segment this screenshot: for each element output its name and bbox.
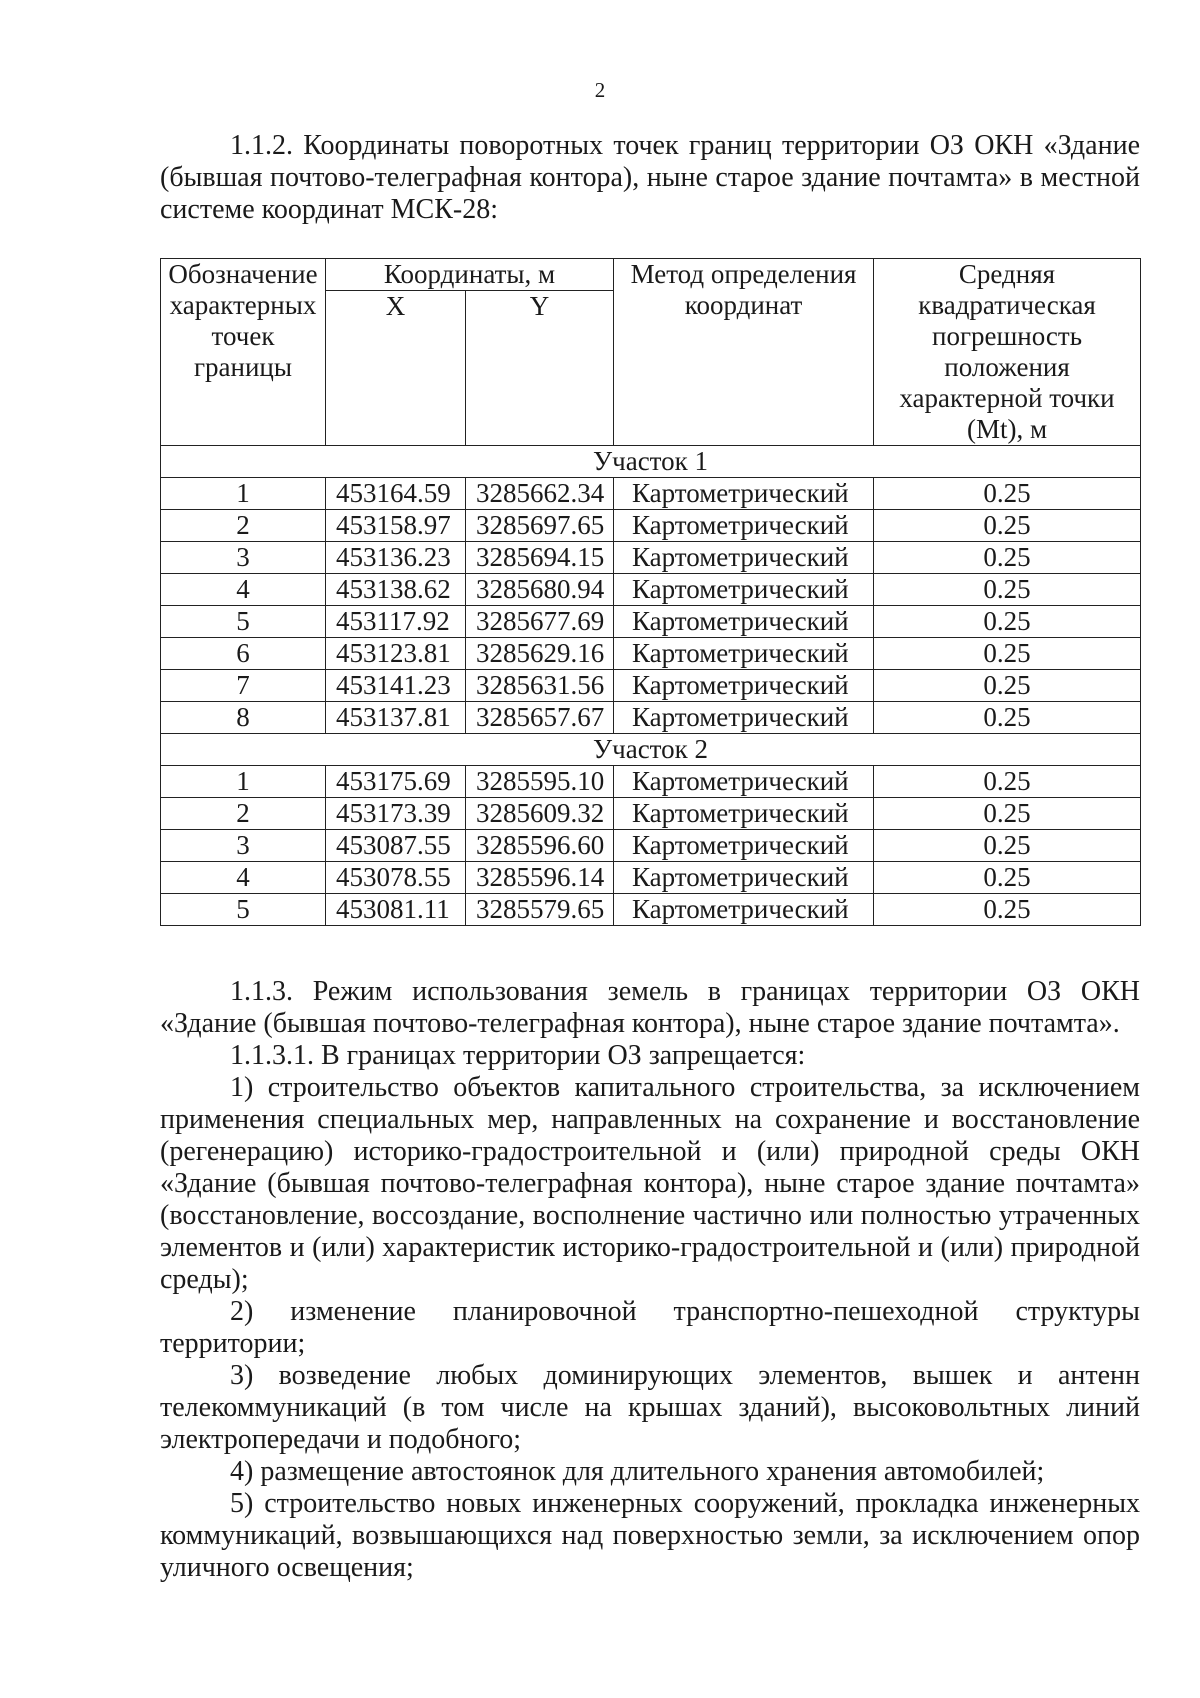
cell-method: Картометрический: [614, 894, 874, 926]
paragraph-1-1-3-1: [160, 1040, 1140, 1072]
paragraph-1-1-2-text: 1.1.2. Координаты поворотных точек границ территории ОЗ ОКН «Здание (бывшая почтово-телеграфная контора), ныне старое здание почтамта» в местной системе координат МСК-28:: [160, 130, 1140, 225]
paragraph-1-1-3: [160, 976, 1140, 1040]
table-row: [161, 606, 1141, 638]
section-title: Участок 2: [161, 734, 1141, 766]
header-designation: Обозначение характерных точек границы: [161, 259, 326, 446]
table-row: [161, 766, 1141, 798]
cell-point-number: 1: [161, 478, 326, 510]
table-row: [161, 478, 1141, 510]
table-row: [161, 894, 1141, 926]
cell-point-number: 6: [161, 638, 326, 670]
cell-x: 453087.55: [326, 830, 466, 862]
cell-error: 0.25: [874, 478, 1141, 510]
cell-x: 453173.39: [326, 798, 466, 830]
cell-point-number: 4: [161, 574, 326, 606]
cell-x: 453117.92: [326, 606, 466, 638]
table-row: [161, 510, 1141, 542]
header-coordinates: Координаты, м: [326, 259, 614, 291]
cell-point-number: 5: [161, 894, 326, 926]
table-row: [161, 702, 1141, 734]
list-item: [160, 1072, 1140, 1296]
cell-y: 3285697.65: [466, 510, 614, 542]
list-item-text: 5) строительство новых инженерных сооружений, прокладка инженерных коммуникаций, возвышающихся над поверхностью земли, за исключением опор уличного освещения;: [160, 1488, 1140, 1583]
cell-method: Картометрический: [614, 702, 874, 734]
cell-point-number: 5: [161, 606, 326, 638]
cell-x: 453078.55: [326, 862, 466, 894]
cell-error: 0.25: [874, 798, 1141, 830]
cell-method: Картометрический: [614, 830, 874, 862]
cell-y: 3285680.94: [466, 574, 614, 606]
cell-error: 0.25: [874, 638, 1141, 670]
cell-error: 0.25: [874, 894, 1141, 926]
cell-point-number: 4: [161, 862, 326, 894]
list-item: [160, 1456, 1140, 1488]
table-row: [161, 542, 1141, 574]
cell-error: 0.25: [874, 510, 1141, 542]
cell-method: Картометрический: [614, 606, 874, 638]
cell-x: 453138.62: [326, 574, 466, 606]
table-row: [161, 830, 1141, 862]
cell-method: Картометрический: [614, 862, 874, 894]
cell-point-number: 7: [161, 670, 326, 702]
cell-y: 3285579.65: [466, 894, 614, 926]
paragraph-1-1-3-1-text: 1.1.3.1. В границах территории ОЗ запрещается:: [230, 1040, 806, 1071]
cell-x: 453164.59: [326, 478, 466, 510]
paragraph-1-1-3-text: 1.1.3. Режим использования земель в границах территории ОЗ ОКН «Здание (бывшая почтово-телеграфная контора), ныне старое здание почтамта».: [160, 976, 1140, 1039]
header-x: X: [326, 291, 466, 446]
list-item-text: 1) строительство объектов капитального строительства, за исключением применения специальных мер, направленных на сохранение и восстановление (регенерацию) историко-градостроительной и (или) природной среды ОКН «Здание (бывшая почтово-телеграфная контора), ныне старое здание почтамта» (восстановление, воссоздание, восполнение частично или полностью утраченных элементов и (или) характеристик историко-градостроительной и (или) природной среды);: [160, 1072, 1140, 1295]
cell-method: Картометрический: [614, 766, 874, 798]
cell-error: 0.25: [874, 670, 1141, 702]
list-item-text: 2) изменение планировочной транспортно-пешеходной структуры территории;: [160, 1296, 1140, 1359]
cell-point-number: 8: [161, 702, 326, 734]
cell-y: 3285677.69: [466, 606, 614, 638]
coordinates-table: [160, 258, 1141, 926]
cell-y: 3285694.15: [466, 542, 614, 574]
cell-error: 0.25: [874, 542, 1141, 574]
section-title: Участок 1: [161, 446, 1141, 478]
cell-method: Картометрический: [614, 510, 874, 542]
table-row: [161, 798, 1141, 830]
cell-y: 3285609.32: [466, 798, 614, 830]
list-item: [160, 1488, 1140, 1584]
cell-error: 0.25: [874, 830, 1141, 862]
section-row: [161, 446, 1141, 478]
cell-y: 3285595.10: [466, 766, 614, 798]
paragraph-1-1-2: [160, 130, 1140, 226]
cell-method: Картометрический: [614, 638, 874, 670]
table-row: [161, 862, 1141, 894]
cell-point-number: 3: [161, 542, 326, 574]
page-number: 2: [594, 78, 606, 102]
section-row: [161, 734, 1141, 766]
cell-error: 0.25: [874, 766, 1141, 798]
header-method: Метод определения координат: [614, 259, 874, 446]
cell-y: 3285596.14: [466, 862, 614, 894]
cell-method: Картометрический: [614, 478, 874, 510]
cell-x: 453141.23: [326, 670, 466, 702]
header-y: Y: [466, 291, 614, 446]
cell-x: 453081.11: [326, 894, 466, 926]
cell-error: 0.25: [874, 574, 1141, 606]
cell-y: 3285662.34: [466, 478, 614, 510]
list-item-text: 4) размещение автостоянок для длительного хранения автомобилей;: [230, 1456, 1045, 1487]
table-body: [161, 446, 1141, 926]
cell-point-number: 2: [161, 798, 326, 830]
cell-method: Картометрический: [614, 542, 874, 574]
cell-x: 453158.97: [326, 510, 466, 542]
cell-y: 3285596.60: [466, 830, 614, 862]
cell-method: Картометрический: [614, 574, 874, 606]
cell-x: 453175.69: [326, 766, 466, 798]
cell-point-number: 2: [161, 510, 326, 542]
cell-method: Картометрический: [614, 798, 874, 830]
table-row: [161, 670, 1141, 702]
cell-error: 0.25: [874, 862, 1141, 894]
cell-error: 0.25: [874, 702, 1141, 734]
cell-x: 453137.81: [326, 702, 466, 734]
cell-point-number: 3: [161, 830, 326, 862]
table-row: [161, 574, 1141, 606]
cell-x: 453136.23: [326, 542, 466, 574]
cell-method: Картометрический: [614, 670, 874, 702]
cell-point-number: 1: [161, 766, 326, 798]
cell-y: 3285631.56: [466, 670, 614, 702]
header-error: Средняя квадратическая погрешность положения характерной точки (Mt), м: [874, 259, 1141, 446]
cell-error: 0.25: [874, 606, 1141, 638]
cell-y: 3285629.16: [466, 638, 614, 670]
list-item: [160, 1296, 1140, 1360]
table-row: [161, 638, 1141, 670]
list-item-text: 3) возведение любых доминирующих элементов, вышек и антенн телекоммуникаций (в том числе на крышах зданий), высоковольтных линий электропередачи и подобного;: [160, 1360, 1140, 1455]
cell-x: 453123.81: [326, 638, 466, 670]
list-item: [160, 1360, 1140, 1456]
cell-y: 3285657.67: [466, 702, 614, 734]
